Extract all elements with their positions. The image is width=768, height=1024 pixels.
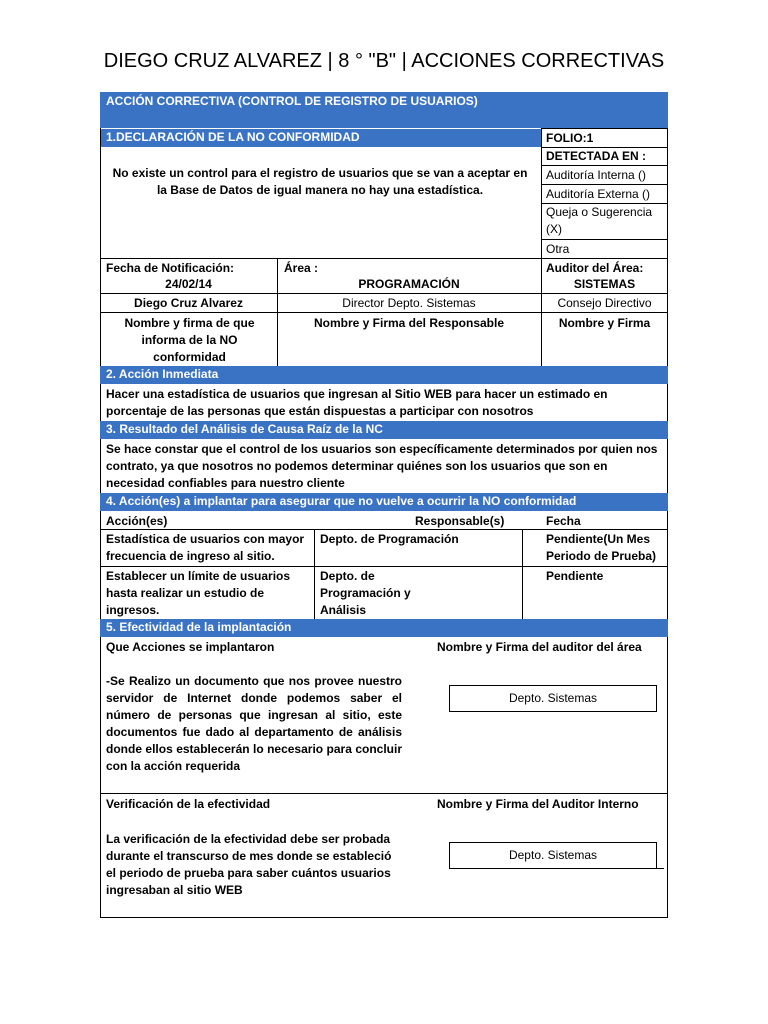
immediate-action-text: Hacer una estadística de usuarios que ingresan al Sitio WEB para hacer un estimado en porcentaje de las personas que están dispuestas a participar con nosotros (106, 387, 608, 418)
row-1-action: Estadística de usuarios con mayor frecuencia de ingreso al sitio. (106, 532, 305, 563)
line (100, 566, 668, 567)
internal-auditor-signature-label: Nombre y Firma del Auditor Interno (437, 797, 639, 811)
area-value: PROGRAMACIÓN (358, 277, 460, 291)
line (100, 793, 668, 794)
name-responsible: Director Depto. Sistemas (342, 296, 476, 310)
row-2-action: Establecer un límite de usuarios hasta realizar un estudio de ingresos. (106, 569, 291, 617)
line (100, 293, 668, 294)
area-auditor-signature-label: Nombre y Firma del auditor del área (437, 640, 642, 654)
name-informer: Diego Cruz Alvarez (134, 296, 243, 310)
line (100, 529, 668, 530)
verification-text: La verificación de la efectividad debe ser probada durante el transcurso de mes donde se estableció el periodo de prueba para saber cuántos usuarios ingresaban al sitio WEB (106, 832, 392, 897)
detected-option-internal: Auditoría Interna () (546, 168, 647, 182)
page-title: DIEGO CRUZ ALVAREZ | 8 ° "B" | ACCIONES CORRECTIVAS (103, 50, 665, 72)
auditor-value: SISTEMAS (573, 277, 636, 291)
area-label: Área : (284, 261, 319, 275)
signature-underline (449, 868, 664, 869)
section-2-heading: 2. Acción Inmediata (100, 366, 668, 384)
row-1-date: Pendiente(Un Mes Periodo de Prueba) (546, 532, 657, 563)
section-1-heading: 1.DECLARACIÓN DE LA NO CONFORMIDAD (100, 129, 541, 147)
line (541, 128, 668, 129)
line (541, 165, 668, 166)
implemented-actions-text: -Se Realizo un documento que nos provee nuestro servidor de Internet donde podemos saber el número de personas que ingresan al sitio, este documentos fue dado al departamento de análisis donde ellos establecerán lo necesario para concluir con la acción requerida (106, 674, 402, 773)
root-cause-text: Se hace constar que el control de los usuarios son específicamente determinados por quien nos contrato, ya que nosotros no podemos determinar quiénes son los usuarios que son en necesidad confiables para nuestro cliente (106, 442, 658, 490)
line (541, 239, 668, 240)
border-bottom (100, 917, 668, 918)
row-2-responsible: Depto. de Programación y Análisis (320, 569, 411, 617)
verification-label: Verificación de la efectividad (106, 797, 271, 811)
row-2-date: Pendiente (546, 569, 604, 583)
folio: FOLIO:1 (546, 131, 594, 145)
section-4-heading: 4. Acción(es) a implantar para asegurar que no vuelve a ocurrir la NO conformidad (100, 493, 668, 511)
notification-label: Fecha de Notificación: (106, 261, 235, 275)
col-header-date: Fecha (546, 514, 581, 528)
section-5-heading: 5. Efectividad de la implantación (100, 619, 668, 637)
signature-responsible: Nombre y Firma del Responsable (313, 316, 505, 330)
col-header-responsible: Responsable(s) (415, 514, 505, 528)
nonconformity-description: No existe un control para el registro de usuarios que se van a aceptar en la Base de Datos de igual manera no hay una estadística. (112, 166, 528, 197)
signature-informer: Nombre y firma de que informa de la NO conformidad (124, 316, 255, 364)
divider-col (522, 529, 523, 619)
detected-option-other: Otra (546, 242, 570, 256)
detected-option-complaint: Queja o Sugerencia (X) (546, 205, 653, 236)
area-auditor-signature-box: Depto. Sistemas (449, 685, 657, 712)
section-3-heading: 3. Resultado del Análisis de Causa Raíz de la NC (100, 421, 668, 439)
border-left (100, 128, 101, 918)
notification-date: 24/02/14 (165, 277, 212, 291)
col-header-action: Acción(es) (106, 514, 168, 528)
internal-auditor-signature-box: Depto. Sistemas (449, 842, 657, 869)
signature-auditor: Nombre y Firma (558, 316, 651, 330)
line (100, 312, 668, 313)
implemented-actions-label: Que Acciones se implantaron (106, 640, 275, 654)
form-title-bar: ACCIÓN CORRECTIVA (CONTROL DE REGISTRO DE USUARIOS) (100, 92, 668, 128)
detected-option-external: Auditoría Externa () (546, 187, 651, 201)
name-auditor: Consejo Directivo (557, 296, 652, 310)
detected-label: DETECTADA EN : (546, 149, 646, 163)
line (100, 258, 668, 259)
line (541, 184, 668, 185)
divider-col (314, 529, 315, 619)
border-right (667, 128, 668, 918)
auditor-label: Auditor del Área: (546, 261, 644, 275)
row-1-responsible: Depto. de Programación (320, 532, 459, 546)
